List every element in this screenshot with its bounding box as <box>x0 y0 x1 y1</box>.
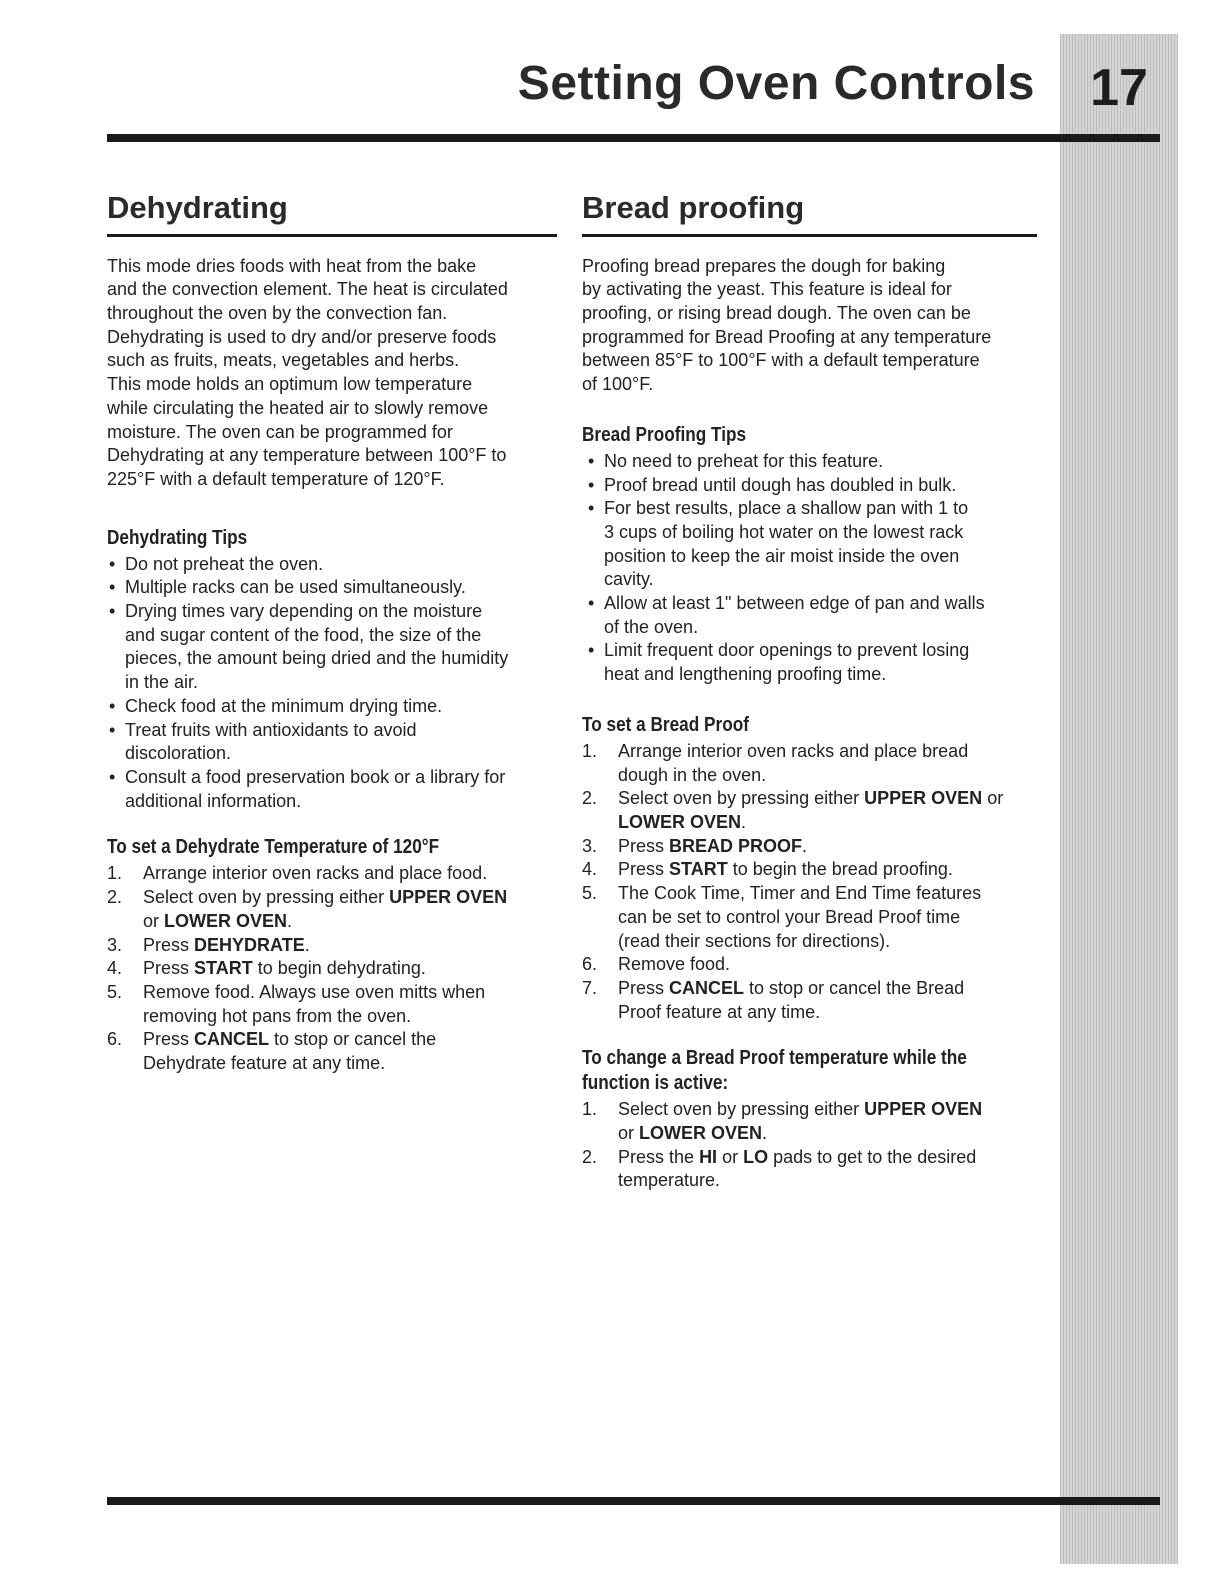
intro-line: This mode dries foods with heat from the bake <box>107 255 477 276</box>
intro-line: of 100°F. <box>582 374 654 395</box>
list-item: 2. Press the HI or LO pads to get to the desired temperature. <box>582 1146 1037 1193</box>
top-rule <box>107 134 1160 142</box>
list-item: 7. Press CANCEL to stop or cancel the Bread Proof feature at any time. <box>582 977 1037 1024</box>
list-item: • Multiple racks can be used simultaneously. <box>107 576 557 600</box>
change-temp-heading: To change a Bread Proof temperature while the <box>582 1047 967 1070</box>
list-item: • No need to preheat for this feature. <box>586 450 1037 474</box>
intro-line: and the convection element. The heat is circulated <box>107 279 508 300</box>
bread-steps-list <box>582 740 1037 1024</box>
list-item: 3. Press DEHYDRATE. <box>107 934 557 958</box>
bread-steps-heading: To set a Bread Proof <box>582 713 749 736</box>
intro-line: programmed for Bread Proofing at any temperature <box>582 326 992 347</box>
intro-line: throughout the oven by the convection fan. <box>107 303 448 324</box>
intro-line: between 85°F to 100°F with a default temperature <box>582 350 980 371</box>
list-item: • Consult a food preservation book or a library for additional information. <box>107 766 557 813</box>
list-item: 5. The Cook Time, Timer and End Time features can be set to control your Bread Proof time (read their sections for directions). <box>582 882 1037 953</box>
list-item: • For best results, place a shallow pan with 1 to 3 cups of boiling hot water on the lowest rack position to keep the air moist inside the oven cavity. <box>586 497 1037 592</box>
list-item: • Drying times vary depending on the moisture and sugar content of the food, the size of the pieces, the amount being dried and the humidity in the air. <box>107 600 557 695</box>
page-title: Setting Oven Controls <box>517 57 1035 110</box>
list-item: 3. Press BREAD PROOF. <box>582 835 1037 859</box>
intro-line: proofing, or rising bread dough. The oven can be <box>582 303 971 324</box>
list-item: 1. Arrange interior oven racks and place food. <box>107 862 557 886</box>
dehydrate-steps-heading: To set a Dehydrate Temperature of 120°F <box>107 836 440 859</box>
intro-line: This mode holds an optimum low temperature <box>107 374 473 395</box>
intro-line: moisture. The oven can be programmed for <box>107 421 453 442</box>
page-number: 17 <box>1090 59 1148 117</box>
list-item: • Treat fruits with antioxidants to avoid discoloration. <box>107 719 557 766</box>
list-item: • Check food at the minimum drying time. <box>107 695 557 719</box>
intro-line: 225°F with a default temperature of 120°F. <box>107 468 445 489</box>
dehydrating-section <box>107 190 557 1076</box>
list-item: 2. Select oven by pressing either UPPER OVEN or LOWER OVEN. <box>582 787 1037 834</box>
list-item: 6. Press CANCEL to stop or cancel the Dehydrate feature at any time. <box>107 1028 557 1075</box>
list-item: 1. Select oven by pressing either UPPER OVEN or LOWER OVEN. <box>582 1098 1037 1145</box>
list-item: • Proof bread until dough has doubled in bulk. <box>586 474 1037 498</box>
list-item: 5. Remove food. Always use oven mitts when removing hot pans from the oven. <box>107 981 557 1028</box>
list-item: • Allow at least 1" between edge of pan and walls of the oven. <box>586 592 1037 639</box>
dehydrating-tips-heading: Dehydrating Tips <box>107 526 248 549</box>
intro-line: while circulating the heated air to slowly remove <box>107 397 489 418</box>
change-temp-heading-cont: function is active: <box>582 1072 729 1095</box>
dehydrating-intro <box>107 255 557 492</box>
bread-proofing-section <box>582 190 1037 1193</box>
intro-line: Proofing bread prepares the dough for baking <box>582 255 946 276</box>
list-item: 2. Select oven by pressing either UPPER OVEN or LOWER OVEN. <box>107 886 557 933</box>
list-item: • Do not preheat the oven. <box>107 553 557 577</box>
list-item: • Limit frequent door openings to prevent losing heat and lengthening proofing time. <box>586 639 1037 686</box>
bottom-rule <box>107 1497 1160 1505</box>
list-item: 6. Remove food. <box>582 953 1037 977</box>
list-item: 1. Arrange interior oven racks and place bread dough in the oven. <box>582 740 1037 787</box>
change-temp-steps-list <box>582 1098 1037 1193</box>
intro-line: Dehydrating is used to dry and/or preserve foods <box>107 326 497 347</box>
intro-line: Dehydrating at any temperature between 100°F to <box>107 445 507 466</box>
dehydrating-tips-list <box>107 553 557 814</box>
list-item: 4. Press START to begin the bread proofing. <box>582 858 1037 882</box>
bread-intro <box>582 255 1037 397</box>
page-tab <box>1060 34 1178 1564</box>
bread-tips-list <box>582 450 1037 687</box>
dehydrate-steps-list <box>107 862 557 1075</box>
list-item: 4. Press START to begin dehydrating. <box>107 957 557 981</box>
intro-line: such as fruits, meats, vegetables and herbs. <box>107 350 460 371</box>
intro-line: by activating the yeast. This feature is ideal for <box>582 279 952 300</box>
bread-proofing-heading: Bread proofing <box>582 190 1037 237</box>
bread-tips-heading: Bread Proofing Tips <box>582 423 747 446</box>
dehydrating-heading: Dehydrating <box>107 190 557 237</box>
